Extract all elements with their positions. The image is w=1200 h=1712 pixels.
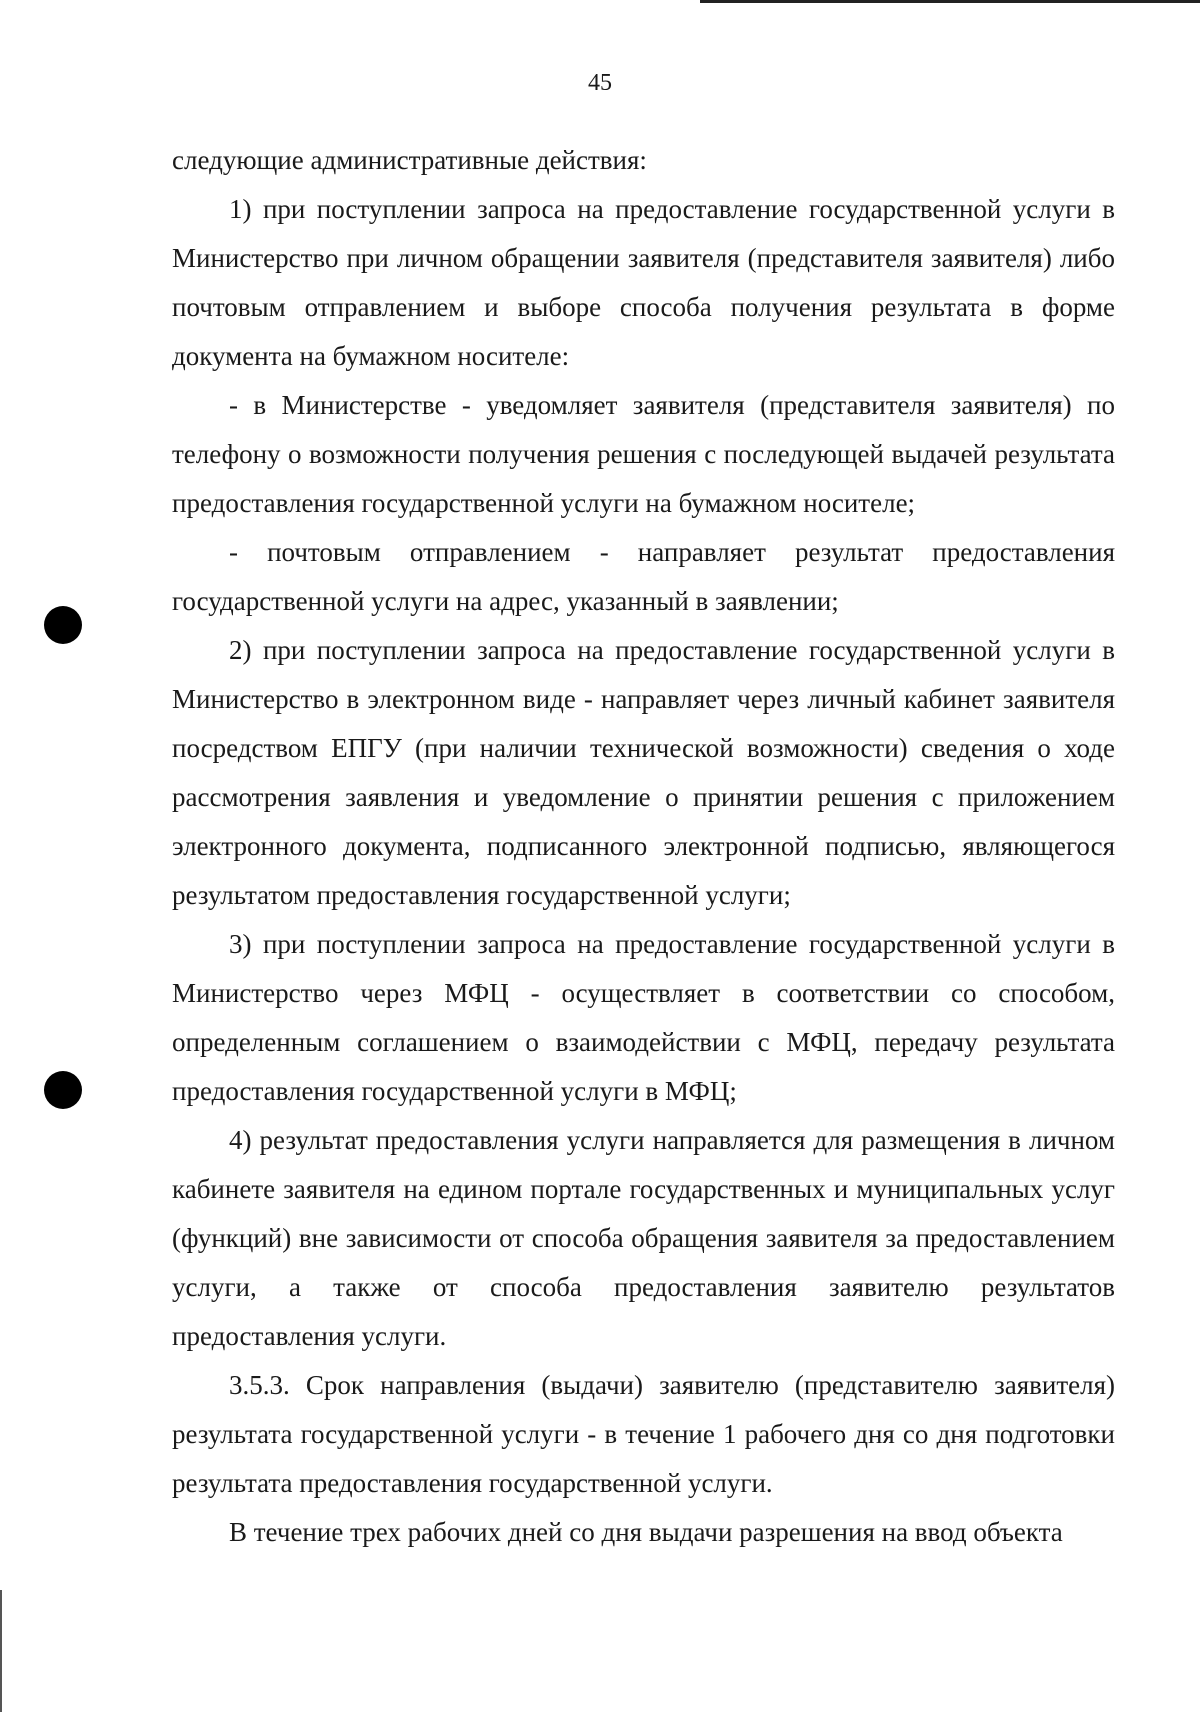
margin-scan-line (0, 1590, 2, 1712)
paragraph-section-3-5-3: 3.5.3. Срок направления (выдачи) заявителю (представителю заявителя) результата государственной услуги - в течение 1 рабочего дня со дня подготовки результата предоставления государственной услуги. (172, 1370, 1115, 1498)
paragraph-item-1: 1) при поступлении запроса на предоставление государственной услуги в Министерство при личном обращении заявителя (представителя заявителя) либо почтовым отправлением и выборе способа получения результата в форме документа на бумажном носителе: (172, 194, 1115, 371)
page-number: 45 (588, 70, 612, 96)
paragraph-item-2: 2) при поступлении запроса на предоставление государственной услуги в Министерство в электронном виде - направляет через личный кабинет заявителя посредством ЕПГУ (при наличии технической возможности) сведения о ходе рассмотрения заявления и уведомление о принятии решения с приложением электронного документа, подписанного электронной подписью, являющегося результатом предоставления государственной услуги; (172, 635, 1115, 910)
top-scan-line (700, 0, 1200, 3)
paragraph-final: В течение трех рабочих дней со дня выдачи разрешения на ввод объекта (229, 1517, 1063, 1547)
paragraph-item-4: 4) результат предоставления услуги направляется для размещения в личном кабинете заявителя на едином портале государственных и муниципальных услуг (функций) вне зависимости от способа обращения заявителя за предоставлением услуги, а также от способа предоставления заявителю результатов предоставления услуги. (172, 1125, 1115, 1351)
paragraph-subitem-ministry: - в Министерстве - уведомляет заявителя (представителя заявителя) по телефону о возможности получения решения с последующей выдачей результата предоставления государственной услуги на бумажном носителе; (172, 390, 1115, 518)
document-body (172, 136, 1115, 1557)
paragraph-intro: следующие административные действия: (172, 145, 647, 175)
hole-punch-mark (44, 606, 82, 644)
hole-punch-mark (44, 1071, 82, 1109)
paragraph-subitem-post: - почтовым отправлением - направляет результат предоставления государственной услуги на адрес, указанный в заявлении; (172, 537, 1115, 616)
paragraph-item-3: 3) при поступлении запроса на предоставление государственной услуги в Министерство через МФЦ - осуществляет в соответствии со способом, определенным соглашением о взаимодействии с МФЦ, передачу результата предоставления государственной услуги в МФЦ; (172, 929, 1115, 1106)
